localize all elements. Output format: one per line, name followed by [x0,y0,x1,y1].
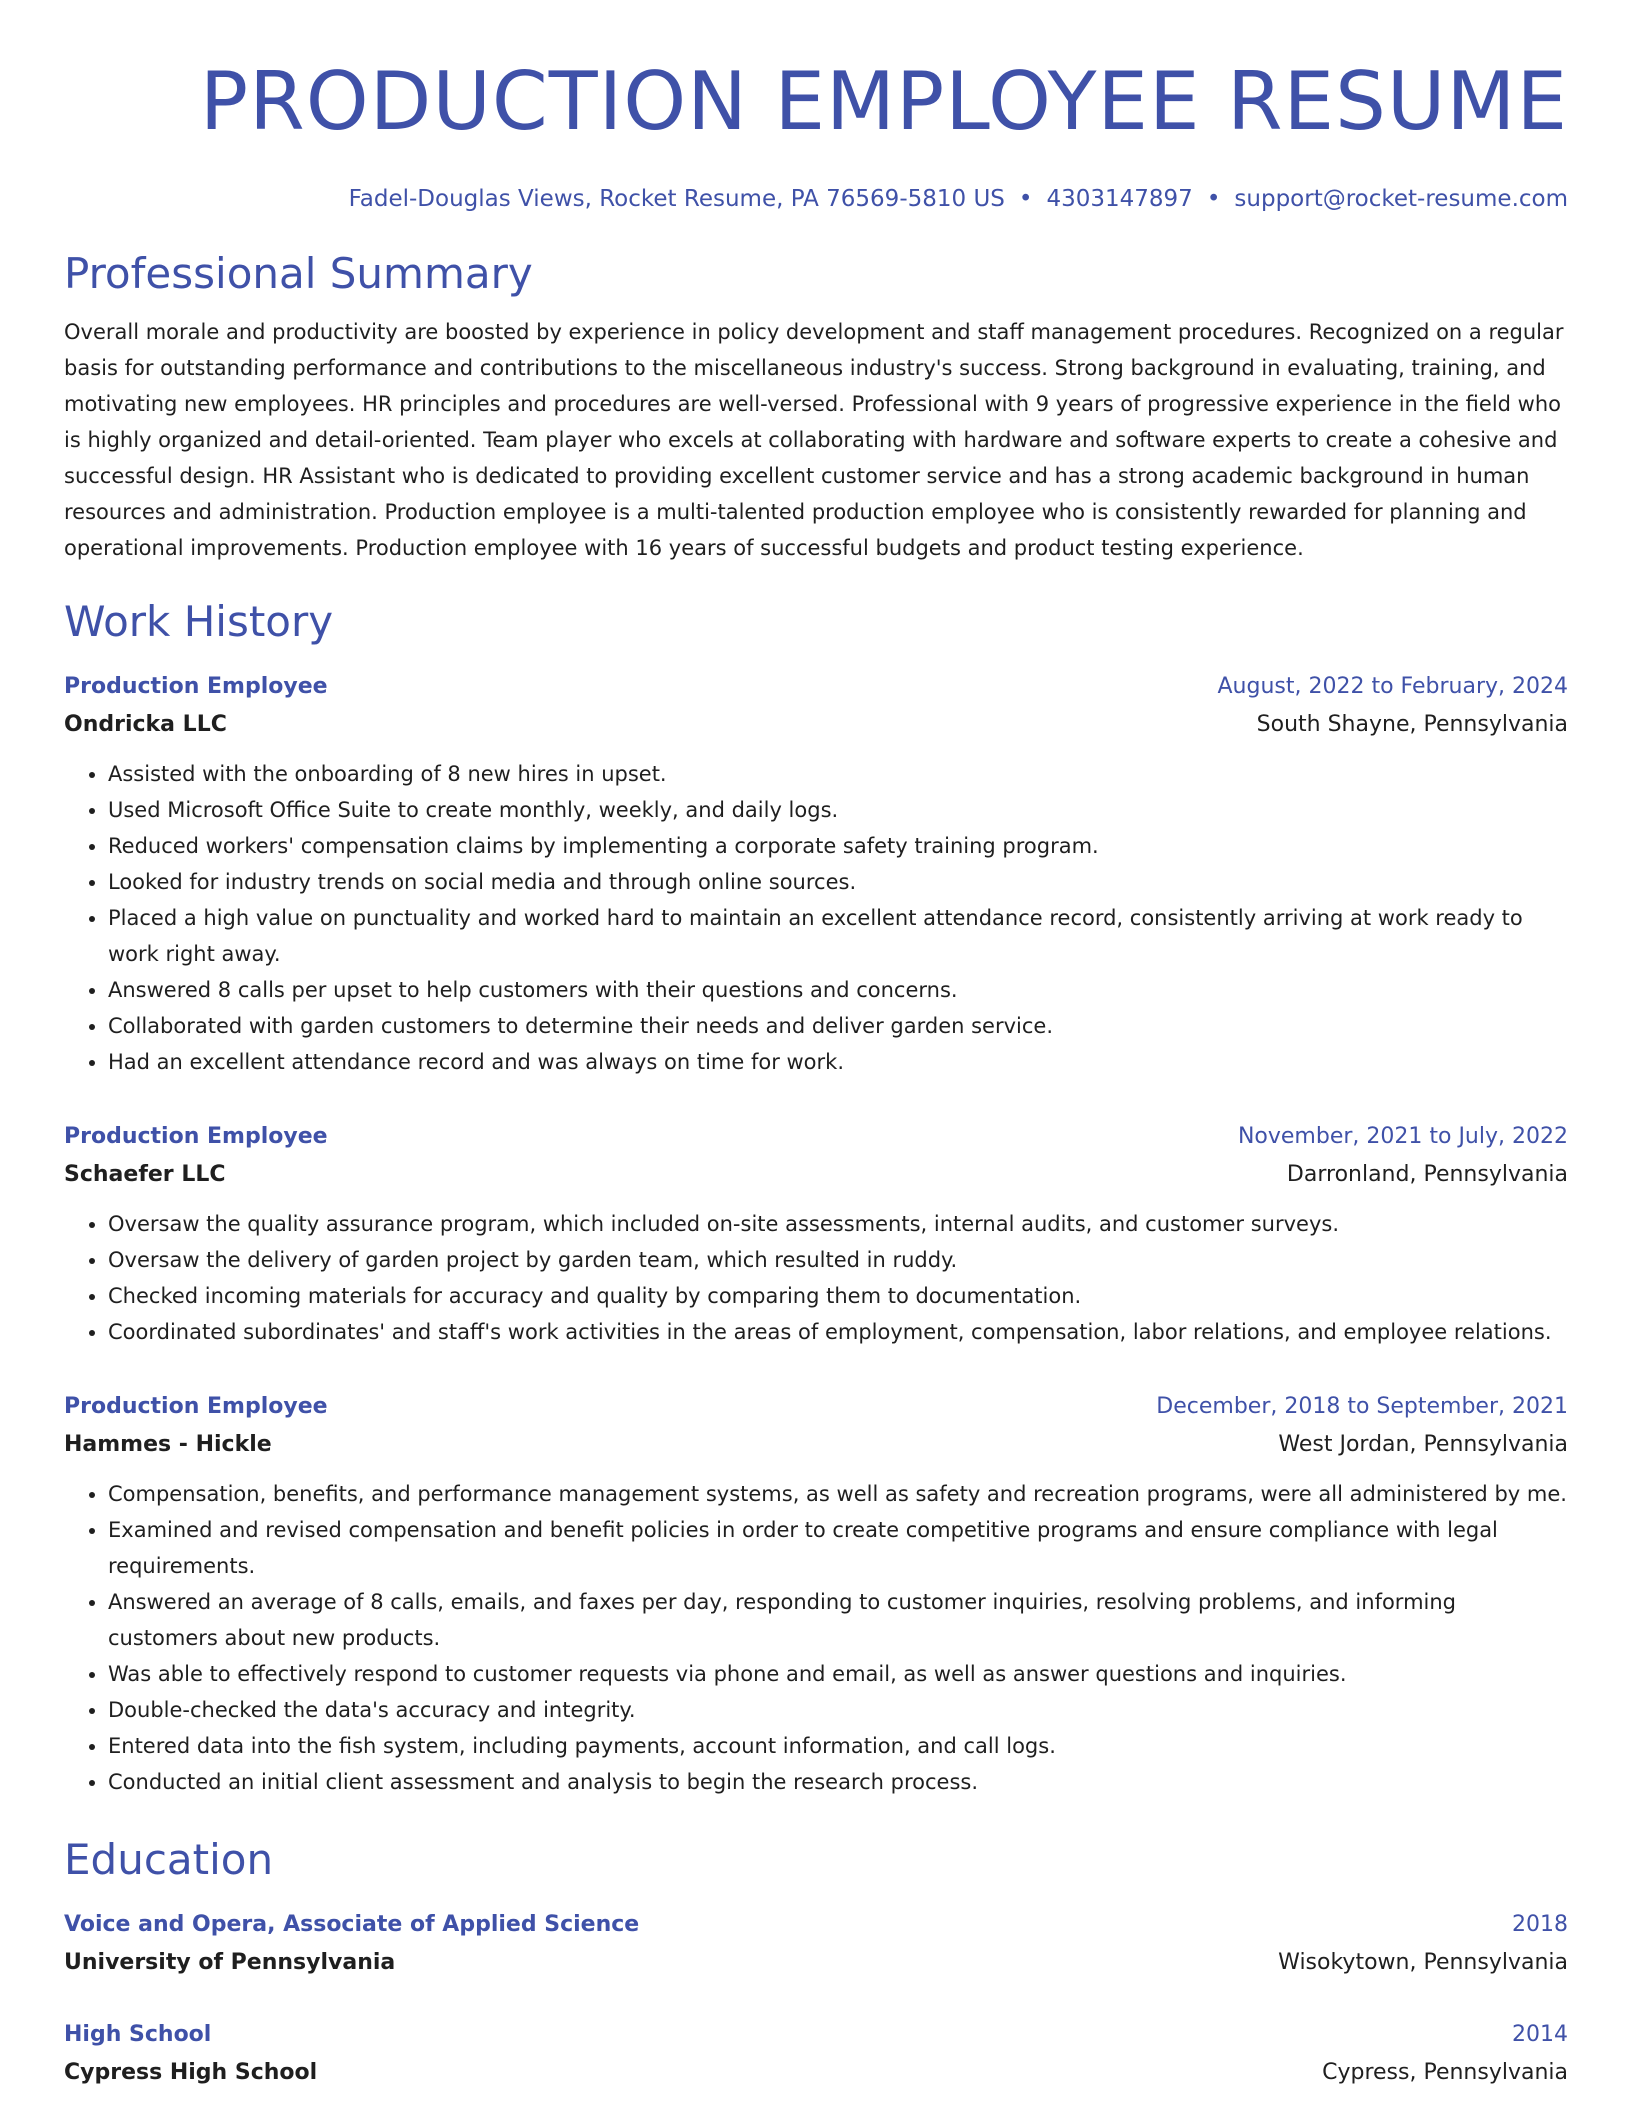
education-year: 2014 [1512,2022,1568,2047]
work-history-section [64,594,1568,1800]
job-location: South Shayne, Pennsylvania [1256,712,1568,737]
contact-phone: 4303147897 [1046,186,1193,212]
education-entry [64,2016,1568,2092]
job-location: West Jordan, Pennsylvania [1278,1432,1568,1457]
job-header-row [64,1118,1568,1156]
job-location: Darronland, Pennsylvania [1286,1162,1568,1187]
education-school-row [64,1944,1568,1982]
work-history-heading: Work History [64,597,334,646]
education-location: Cypress, Pennsylvania [1322,2060,1568,2085]
education-degree-row [64,1906,1568,1944]
job-duty: • Assisted with the onboarding of 8 new hires in upset. [108,756,1568,792]
contact-email: support@rocket-resume.com [1234,186,1568,212]
education-year: 2018 [1512,1912,1568,1937]
job-dates: November, 2021 to July, 2022 [1237,1124,1568,1149]
job-duty: • Entered data into the fish system, including payments, account information, and call logs. [108,1728,1568,1764]
job-duty: • Looked for industry trends on social media and through online sources. [108,864,1568,900]
resume-title: PRODUCTION EMPLOYEE RESUME [199,55,1568,148]
job-entry [64,1118,1568,1350]
resume-header [64,0,1568,216]
job-duty: • Had an excellent attendance record and was always on time for work. [108,1044,1568,1080]
job-header-row [64,668,1568,706]
job-duty: • Collaborated with garden customers to determine their needs and deliver garden service. [108,1008,1568,1044]
job-entry [64,1388,1568,1800]
job-company: Ondricka LLC [64,712,227,737]
job-header-row [64,1388,1568,1426]
job-duty: • Reduced workers' compensation claims by implementing a corporate safety training program. [108,828,1568,864]
education-degree-row [64,2016,1568,2054]
education-section [64,1832,1568,2092]
contact-line [64,182,1568,216]
job-duty: • Oversaw the quality assurance program, which included on-site assessments, internal audits, and customer surveys. [108,1206,1568,1242]
job-dates: December, 2018 to September, 2021 [1156,1394,1568,1419]
summary-text: Overall morale and productivity are boosted by experience in policy development and staff management procedures. Recognized on a regular basis for outstanding performance and contributions to the miscellaneous industry's success. Strong background in evaluating, training, and motivating new employees. HR principles and procedures are well-versed. Professional with 9 years of progressive experience in the field who is highly organized and detail-oriented. Team player who excels at collaborating with hardware and software experts to create a cohesive and successful design. HR Assistant who is dedicated to providing excellent customer service and has a strong academic background in human resources and administration. Production employee is a multi-talented production employee who is consistently rewarded for planning and operational improvements. Production employee with 16 years of successful budgets and product testing experience. [64,320,1564,560]
job-duty: • Checked incoming materials for accuracy and quality by comparing them to documentation. [108,1278,1568,1314]
education-school-row [64,2054,1568,2092]
job-duty: • Coordinated subordinates' and staff's work activities in the areas of employment, compensation, labor relations, and employee relations. [108,1314,1568,1350]
job-company: Schaefer LLC [64,1162,226,1187]
job-duties-list [64,756,1568,1080]
job-company-row [64,1426,1568,1464]
job-title: Production Employee [64,674,328,699]
education-school: Cypress High School [64,2060,318,2085]
education-school: University of Pennsylvania [64,1950,396,1975]
job-duty: • Compensation, benefits, and performance management systems, as well as safety and recreation programs, were all administered by me. [108,1476,1568,1512]
job-dates: August, 2022 to February, 2024 [1217,674,1568,699]
job-duties-list [64,1206,1568,1350]
job-duty: • Answered 8 calls per upset to help customers with their questions and concerns. [108,972,1568,1008]
job-duty: • Conducted an initial client assessment and analysis to begin the research process. [108,1764,1568,1800]
job-title: Production Employee [64,1394,328,1419]
education-degree: High School [64,2022,212,2047]
education-entry [64,1906,1568,1982]
contact-address: Fadel-Douglas Views, Rocket Resume, PA 76569-5810 US [348,186,1005,212]
education-degree: Voice and Opera, Associate of Applied Science [64,1912,640,1937]
contact-separator: • [1206,186,1221,212]
job-title: Production Employee [64,1124,328,1149]
job-duty: • Was able to effectively respond to customer requests via phone and email, as well as answer questions and inquiries. [108,1656,1568,1692]
job-duty: • Placed a high value on punctuality and worked hard to maintain an excellent attendance record, consistently arriving at work ready to work right away. [108,900,1568,972]
job-duty: • Answered an average of 8 calls, emails, and faxes per day, responding to customer inquiries, resolving problems, and informing customers about new products. [108,1584,1568,1656]
summary-heading: Professional Summary [64,249,533,298]
education-location: Wisokytown, Pennsylvania [1278,1950,1568,1975]
job-duties-list [64,1476,1568,1800]
job-company: Hammes - Hickle [64,1432,272,1457]
job-duty: • Oversaw the delivery of garden project by garden team, which resulted in ruddy. [108,1242,1568,1278]
education-heading: Education [64,1835,274,1884]
job-duty: • Examined and revised compensation and benefit policies in order to create competitive programs and ensure compliance with legal requirements. [108,1512,1568,1584]
job-entry [64,668,1568,1080]
summary-section [64,246,1568,566]
job-company-row [64,706,1568,744]
job-duty: • Double-checked the data's accuracy and integrity. [108,1692,1568,1728]
contact-separator: • [1018,186,1033,212]
job-company-row [64,1156,1568,1194]
job-duty: • Used Microsoft Office Suite to create monthly, weekly, and daily logs. [108,792,1568,828]
